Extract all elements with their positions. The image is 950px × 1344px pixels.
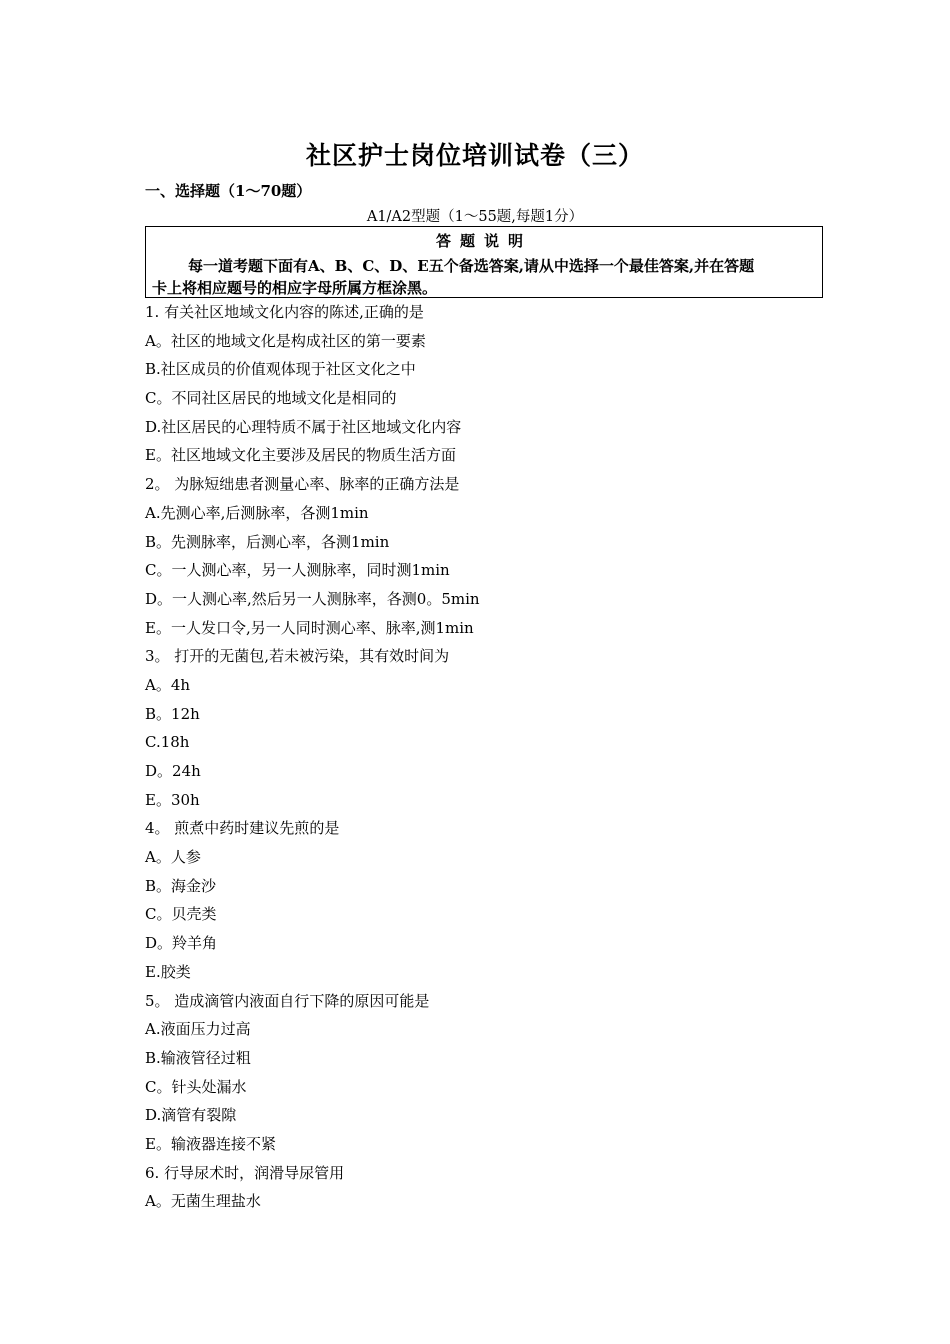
answer-option: D.滴管有裂隙: [145, 1106, 237, 1125]
section-heading: 一、选择题（1～70题）: [145, 182, 312, 200]
answer-option: B.输液管径过粗: [145, 1048, 251, 1067]
answer-option: A。人参: [145, 848, 201, 867]
answer-option: B。海金沙: [145, 876, 217, 895]
answer-option: D。24h: [145, 762, 201, 780]
answer-option: D.社区居民的心理特质不属于社区地域文化内容: [145, 417, 462, 436]
answer-option: E。30h: [145, 790, 200, 809]
answer-option: C。贝壳类: [145, 905, 217, 924]
question-stem: 3。 打开的无菌包,若未被污染，其有效时间为: [145, 647, 450, 666]
instructions-text-line-1: 每一道考题下面有A、B、C、D、E五个备选答案,请从中选择一个最佳答案,并在答题: [188, 257, 755, 275]
answer-option: B.社区成员的价值观体现于社区文化之中: [145, 360, 416, 379]
question-stem: 2。 为脉短绌患者测量心率、脉率的正确方法是: [145, 475, 460, 494]
answer-option: D。一人测心率,然后另一人测脉率，各测0。5min: [145, 589, 480, 608]
question-4: [145, 814, 835, 986]
answer-option: E。输液器连接不紧: [145, 1134, 276, 1153]
answer-option: B。12h: [145, 704, 200, 723]
answer-option: C。针头处漏水: [145, 1077, 247, 1096]
exam-title: 社区护士岗位培训试卷（三）: [305, 141, 644, 170]
answer-option: E。一人发口令,另一人同时测心率、脉率,测1min: [145, 618, 474, 637]
answer-option: C.18h: [145, 733, 190, 752]
answer-option: C。不同社区居民的地域文化是相同的: [145, 389, 397, 408]
answer-option: A.先测心率,后测脉率，各测1min: [145, 503, 369, 522]
answer-option: C。一人测心率，另一人测脉率，同时测1min: [145, 561, 450, 580]
question-stem: 1. 有关社区地域文化内容的陈述,正确的是: [145, 303, 424, 321]
instructions-text-line-2: 卡上将相应题号的相应字母所属方框涂黑。: [152, 279, 438, 297]
answer-option: A。社区的地域文化是构成社区的第一要素: [145, 331, 426, 350]
question-stem: 4。 煎煮中药时建议先煎的是: [145, 819, 340, 838]
answer-option: B。先测脉率，后测心率，各测1min: [145, 532, 390, 551]
question-1: [145, 298, 835, 470]
question-2: [145, 470, 835, 642]
question-list: [145, 298, 835, 1216]
question-5: [145, 987, 835, 1159]
question-stem: 5。 造成滴管内液面自行下降的原因可能是: [145, 991, 430, 1010]
question-stem: 6. 行导尿术时，润滑导尿管用: [145, 1163, 345, 1182]
question-3: [145, 642, 835, 814]
subsection-heading: A1/A2型题（1～55题,每题1分）: [366, 209, 584, 225]
instructions-heading: 答题说明: [435, 232, 532, 250]
answer-option: E.胶类: [145, 962, 191, 981]
instructions-box: [145, 226, 823, 298]
answer-option: A.液面压力过高: [145, 1020, 251, 1039]
answer-option: E。社区地域文化主要涉及居民的物质生活方面: [145, 446, 456, 465]
question-6: [145, 1159, 835, 1216]
answer-option: D。羚羊角: [145, 934, 218, 953]
answer-option: A。4h: [145, 675, 191, 694]
answer-option: A。无菌生理盐水: [145, 1192, 261, 1211]
